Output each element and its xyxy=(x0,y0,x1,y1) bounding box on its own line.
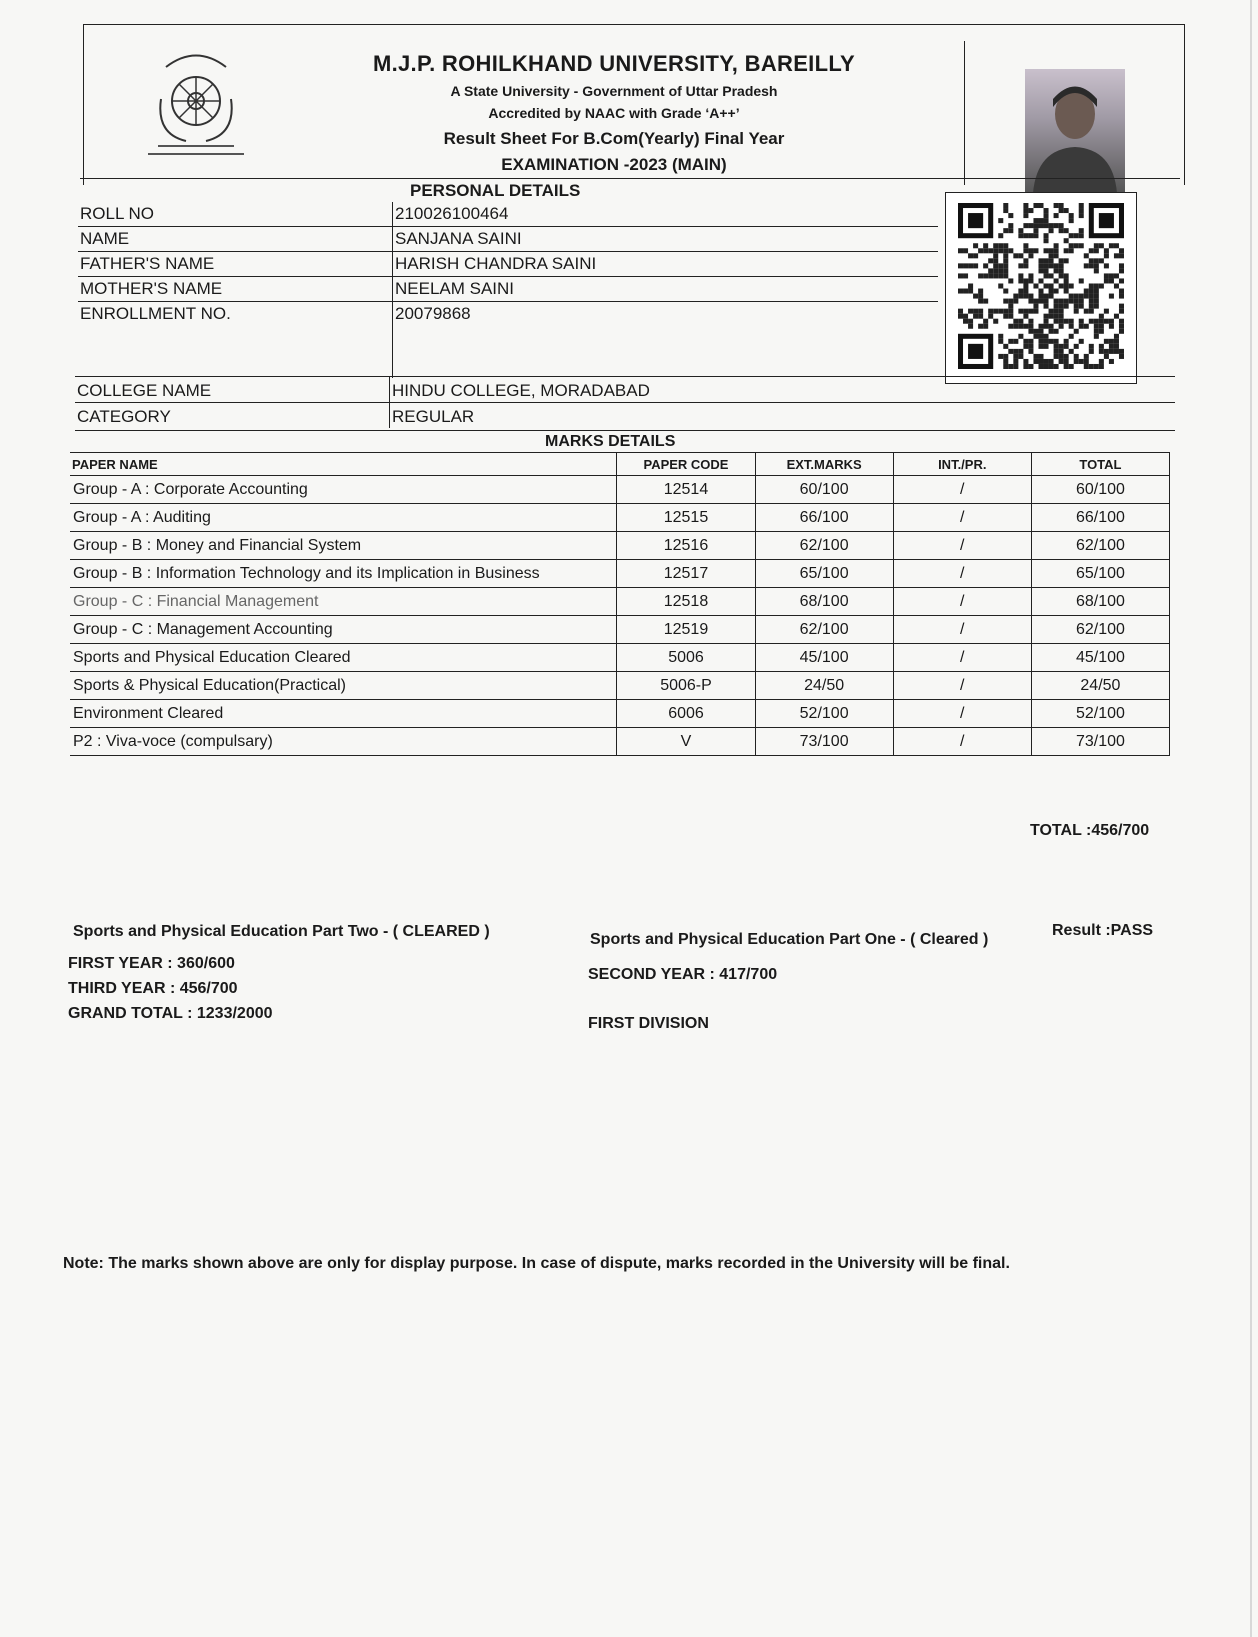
student-photo xyxy=(1025,69,1125,193)
father-value: HARISH CHANDRA SAINI xyxy=(393,252,939,277)
col-total: TOTAL xyxy=(1031,453,1169,476)
col-int-pr: INT./PR. xyxy=(893,453,1031,476)
university-logo-icon xyxy=(136,39,256,164)
paper-name: P2 : Viva-voce (compulsary) xyxy=(70,728,617,756)
int-marks: / xyxy=(893,644,1031,672)
result-status: Result :PASS xyxy=(1052,922,1154,939)
university-name: M.J.P. ROHILKHAND UNIVERSITY, BAREILLY xyxy=(372,51,856,76)
int-marks: / xyxy=(893,588,1031,616)
paper-name: Sports and Physical Education Cleared xyxy=(70,644,617,672)
marks-details-title: MARKS DETAILS xyxy=(545,433,676,450)
table-row xyxy=(70,532,1170,560)
overall-total: TOTAL :456/700 xyxy=(1030,822,1150,839)
paper-code: 12519 xyxy=(617,616,755,644)
table-row xyxy=(70,644,1170,672)
table-row xyxy=(70,616,1170,644)
paper-name: Group - B : Money and Financial System xyxy=(70,532,617,560)
int-marks: / xyxy=(893,616,1031,644)
name-value: SANJANA SAINI xyxy=(393,227,939,252)
total-marks: 60/100 xyxy=(1031,476,1169,504)
table-row xyxy=(78,227,938,252)
table-row xyxy=(70,700,1170,728)
marks-details-heading xyxy=(75,430,1175,451)
int-marks: / xyxy=(893,504,1031,532)
paper-name: Group - A : Corporate Accounting xyxy=(70,476,617,504)
ext-marks: 68/100 xyxy=(755,588,893,616)
total-marks: 62/100 xyxy=(1031,532,1169,560)
table-row xyxy=(78,252,938,277)
father-label: FATHER'S NAME xyxy=(78,252,393,277)
table-row xyxy=(70,560,1170,588)
total-marks: 24/50 xyxy=(1031,672,1169,700)
table-row xyxy=(70,504,1170,532)
division: FIRST DIVISION xyxy=(588,1015,709,1032)
int-marks: / xyxy=(893,672,1031,700)
paper-code: 12517 xyxy=(617,560,755,588)
table-row xyxy=(78,277,938,302)
third-year-total: THIRD YEAR : 456/700 xyxy=(68,980,238,997)
college-details-table xyxy=(75,376,1175,428)
name-label: NAME xyxy=(78,227,393,252)
ext-marks: 66/100 xyxy=(755,504,893,532)
paper-code: 12514 xyxy=(617,476,755,504)
sheet-title: Result Sheet For B.Com(Yearly) Final Year xyxy=(443,129,785,148)
enrollment-value: 20079868 xyxy=(395,304,471,323)
ext-marks: 45/100 xyxy=(755,644,893,672)
roll-value: 210026100464 xyxy=(393,202,939,227)
int-marks: / xyxy=(893,728,1031,756)
paper-name: Group - A : Auditing xyxy=(70,504,617,532)
paper-name: Group - C : Financial Management xyxy=(70,588,617,616)
paper-code: 5006-P xyxy=(617,672,755,700)
table-row xyxy=(75,403,1175,429)
total-marks: 68/100 xyxy=(1031,588,1169,616)
total-marks: 73/100 xyxy=(1031,728,1169,756)
examination: EXAMINATION -2023 (MAIN) xyxy=(501,155,727,174)
int-marks: / xyxy=(893,532,1031,560)
table-row xyxy=(70,728,1170,756)
grand-total: GRAND TOTAL : 1233/2000 xyxy=(68,1005,273,1022)
sports-part-two: Sports and Physical Education Part Two - ( CLEARED ) xyxy=(73,923,490,940)
category-value: REGULAR xyxy=(390,403,1176,429)
college-value: HINDU COLLEGE, MORADABAD xyxy=(390,377,1176,403)
total-marks: 65/100 xyxy=(1031,560,1169,588)
table-row xyxy=(70,588,1170,616)
roll-label: ROLL NO xyxy=(78,202,393,227)
paper-code: 5006 xyxy=(617,644,755,672)
university-subtitle: A State University - Government of Uttar Pradesh xyxy=(450,83,778,99)
ext-marks: 24/50 xyxy=(755,672,893,700)
disclaimer-note: Note: The marks shown above are only for display purpose. In case of dispute, marks recorded in the University will be final. xyxy=(63,1255,1010,1272)
paper-code: 12516 xyxy=(617,532,755,560)
enrollment-label: ENROLLMENT NO. xyxy=(78,302,393,379)
first-year-total: FIRST YEAR : 360/600 xyxy=(68,955,235,972)
photo-box xyxy=(964,41,1185,185)
paper-name: Group - C : Management Accounting xyxy=(70,616,617,644)
col-ext-marks: EXT.MARKS xyxy=(755,453,893,476)
college-label: COLLEGE NAME xyxy=(75,377,390,403)
personal-details-table xyxy=(78,202,938,378)
second-year-total: SECOND YEAR : 417/700 xyxy=(588,966,778,983)
sports-part-one: Sports and Physical Education Part One - ( Cleared ) xyxy=(590,931,989,948)
mother-label: MOTHER'S NAME xyxy=(78,277,393,302)
personal-details-title: PERSONAL DETAILS xyxy=(410,181,581,200)
table-row xyxy=(70,476,1170,504)
col-paper-name: PAPER NAME xyxy=(70,453,617,476)
table-row xyxy=(78,202,938,227)
ext-marks: 62/100 xyxy=(755,532,893,560)
col-paper-code: PAPER CODE xyxy=(617,453,755,476)
header-block xyxy=(83,24,1185,185)
total-marks: 52/100 xyxy=(1031,700,1169,728)
table-row xyxy=(75,377,1175,403)
paper-name: Environment Cleared xyxy=(70,700,617,728)
table-row xyxy=(70,672,1170,700)
category-label: CATEGORY xyxy=(75,403,390,429)
ext-marks: 65/100 xyxy=(755,560,893,588)
paper-code: 12515 xyxy=(617,504,755,532)
marks-header-row xyxy=(70,453,1170,476)
ext-marks: 60/100 xyxy=(755,476,893,504)
total-marks: 66/100 xyxy=(1031,504,1169,532)
page-edge xyxy=(1250,0,1252,1637)
paper-name: Sports & Physical Education(Practical) xyxy=(70,672,617,700)
int-marks: / xyxy=(893,700,1031,728)
total-marks: 62/100 xyxy=(1031,616,1169,644)
table-row xyxy=(78,302,938,379)
paper-name: Group - B : Information Technology and its Implication in Business xyxy=(70,560,617,588)
paper-code: 12518 xyxy=(617,588,755,616)
mother-value: NEELAM SAINI xyxy=(393,277,939,302)
ext-marks: 62/100 xyxy=(755,616,893,644)
int-marks: / xyxy=(893,560,1031,588)
marks-table xyxy=(70,452,1170,756)
paper-code: V xyxy=(617,728,755,756)
int-marks: / xyxy=(893,476,1031,504)
qr-code-icon xyxy=(945,192,1137,384)
total-marks: 45/100 xyxy=(1031,644,1169,672)
paper-code: 6006 xyxy=(617,700,755,728)
ext-marks: 73/100 xyxy=(755,728,893,756)
accreditation: Accredited by NAAC with Grade ‘A++’ xyxy=(488,105,740,121)
ext-marks: 52/100 xyxy=(755,700,893,728)
